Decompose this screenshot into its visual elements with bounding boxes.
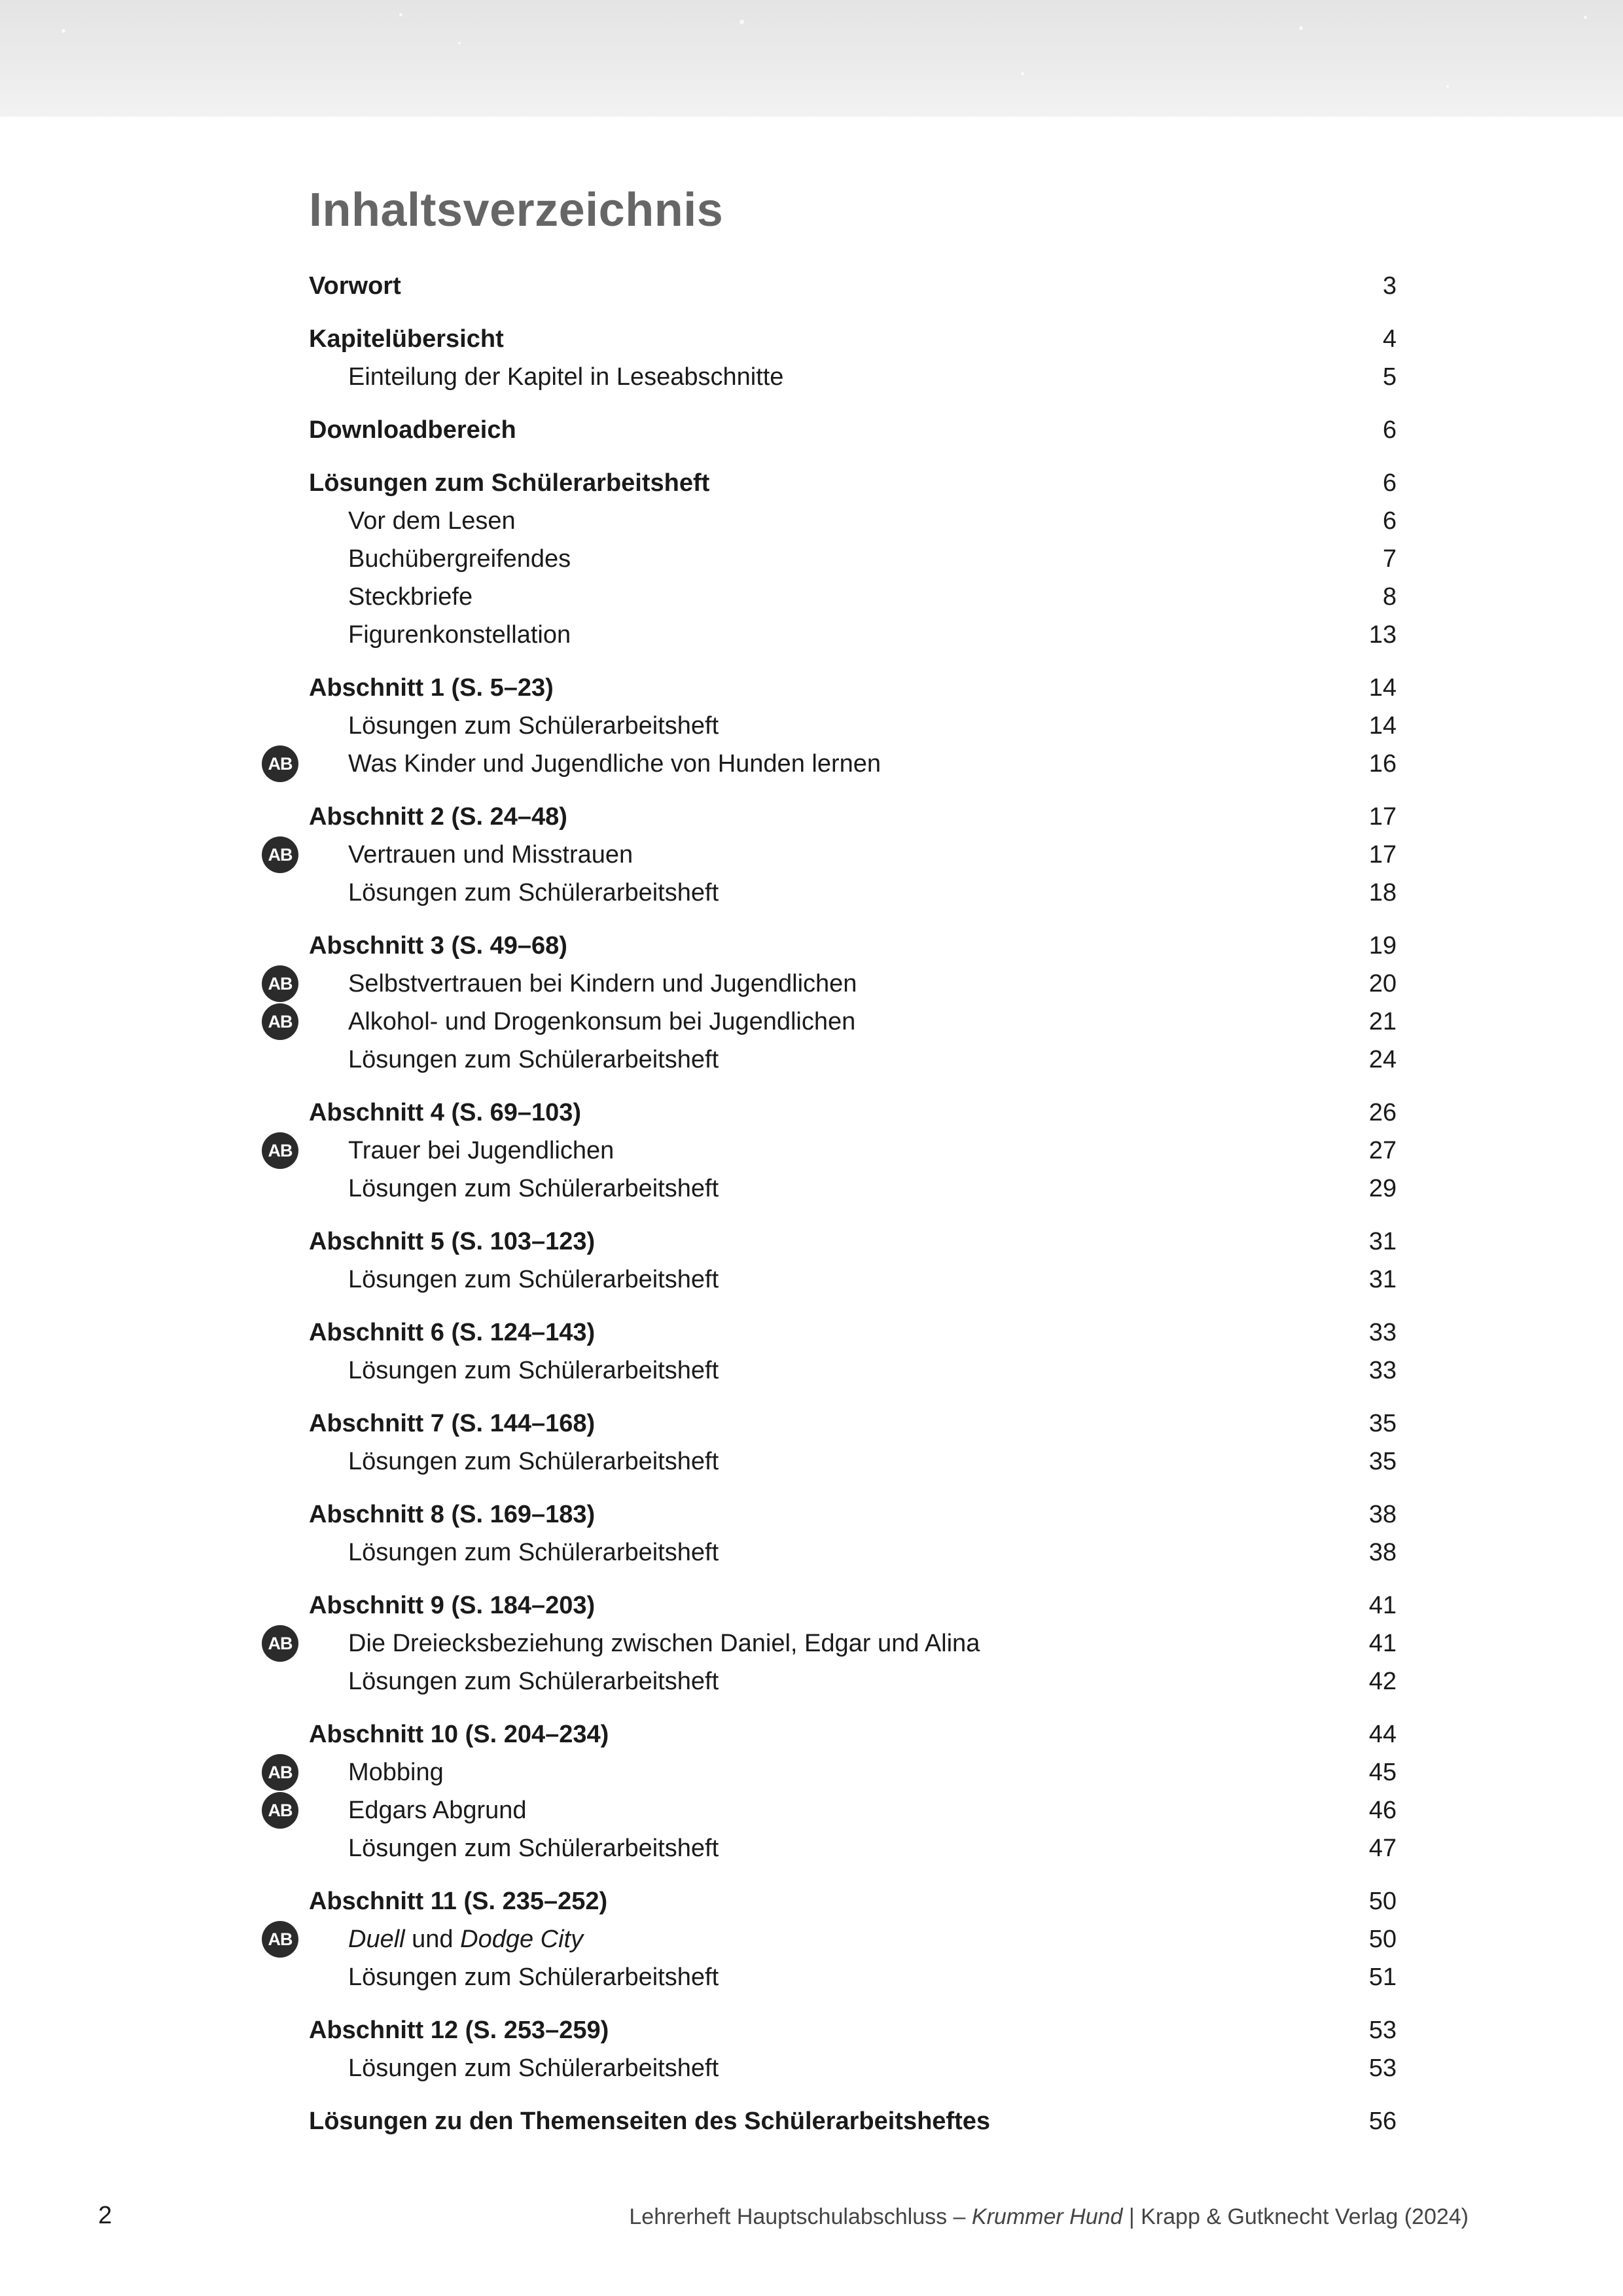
- toc-entry-label: [348, 1926, 592, 1954]
- worksheet-badge-icon: AB: [262, 836, 298, 873]
- dot-leader: [728, 707, 1327, 745]
- toc-entry-label: Lösungen zum Schülerarbeitsheft: [348, 711, 719, 740]
- speckle: [1299, 26, 1303, 30]
- dot-leader: [866, 965, 1327, 1003]
- toc-group: [309, 320, 1397, 396]
- toc-entry-label: Alkohol- und Drogenkonsum bei Jugendlichen: [348, 1007, 856, 1035]
- toc-page-number: 4: [1382, 325, 1397, 353]
- toc-page-number: 7: [1382, 545, 1397, 573]
- toc-subentry[interactable]: [309, 1170, 1397, 1208]
- dot-leader: [577, 798, 1327, 836]
- toc-entry-label: Die Dreiecksbeziehung zwischen Daniel, Edgar und Alina: [348, 1629, 980, 1657]
- toc-entry-label: Was Kinder und Jugendliche von Hunden lernen: [348, 749, 882, 778]
- toc-entry-label: Abschnitt 4 (S. 69–103): [309, 1098, 582, 1126]
- speckle: [458, 42, 461, 45]
- toc-group: [268, 1094, 1397, 1208]
- toc-group: [268, 927, 1397, 1079]
- toc-section-entry[interactable]: [309, 411, 1397, 449]
- toc-entry-label: Edgars Abgrund: [348, 1796, 527, 1824]
- toc-section-entry[interactable]: [309, 267, 1397, 305]
- toc-subentry[interactable]: [268, 965, 1397, 1003]
- toc-entry-label: Abschnitt 1 (S. 5–23): [309, 673, 554, 702]
- toc-subentry[interactable]: [309, 707, 1397, 745]
- toc-subentry[interactable]: [268, 1003, 1397, 1041]
- toc-entry-label: Lösungen zum Schülerarbeitsheft: [348, 878, 719, 906]
- toc-section-entry[interactable]: [309, 464, 1397, 502]
- toc-subentry[interactable]: [309, 874, 1397, 912]
- toc-page-number: 46: [1368, 1796, 1397, 1824]
- dot-leader: [865, 1003, 1327, 1041]
- dot-leader: [728, 1041, 1327, 1079]
- dot-leader: [580, 540, 1327, 578]
- dot-leader: [592, 1920, 1327, 1958]
- toc-page-number: 33: [1368, 1318, 1397, 1346]
- dot-leader: [604, 1587, 1327, 1624]
- dot-leader: [604, 1223, 1327, 1261]
- toc-group: [268, 1882, 1397, 1996]
- dot-leader: [728, 1261, 1327, 1299]
- toc-entry-label: Lösungen zum Schülerarbeitsheft: [309, 469, 710, 497]
- dot-leader: [513, 320, 1327, 358]
- dot-leader: [482, 578, 1327, 616]
- toc-entry-label: Lösungen zum Schülerarbeitsheft: [348, 1045, 719, 1073]
- toc-group: [309, 2102, 1397, 2140]
- toc-page-number: 16: [1368, 749, 1397, 778]
- footer-book-title: Krummer Hund: [971, 2204, 1123, 2229]
- toc-subentry[interactable]: [309, 616, 1397, 654]
- toc-page-number: 26: [1368, 1098, 1397, 1126]
- toc-subentry[interactable]: [268, 1920, 1397, 1958]
- toc-page-number: 41: [1368, 1591, 1397, 1619]
- toc-entry-label: Mobbing: [348, 1758, 444, 1786]
- toc-subentry[interactable]: [309, 1534, 1397, 1571]
- dot-leader: [577, 927, 1327, 965]
- toc-page-number: 38: [1368, 1500, 1397, 1528]
- dot-leader: [525, 502, 1327, 540]
- toc-entry-label: Selbstvertrauen bei Kindern und Jugendlichen: [348, 969, 857, 997]
- toc-page-number: 29: [1368, 1174, 1397, 1202]
- toc-section-entry[interactable]: [309, 927, 1397, 965]
- toc-page-number: 20: [1368, 969, 1397, 997]
- toc-entry-label: Vertrauen und Misstrauen: [348, 840, 633, 869]
- toc-entry-label: Trauer bei Jugendlichen: [348, 1136, 615, 1164]
- dot-leader: [728, 1352, 1327, 1390]
- toc-entry-label: Lösungen zum Schülerarbeitsheft: [348, 2054, 719, 2082]
- dot-leader: [536, 1791, 1327, 1829]
- toc-page-number: 21: [1368, 1007, 1397, 1035]
- toc-subentry[interactable]: [309, 1662, 1397, 1700]
- toc-group: [309, 1405, 1397, 1480]
- toc-entry-label: Vor dem Lesen: [348, 507, 516, 535]
- toc-group: [309, 1314, 1397, 1390]
- dot-leader: [728, 874, 1327, 912]
- toc-page-number: 35: [1368, 1447, 1397, 1475]
- dot-leader: [563, 669, 1327, 707]
- dot-leader: [890, 745, 1327, 783]
- toc-section-entry[interactable]: [309, 1882, 1397, 1920]
- toc-page-number: 31: [1368, 1265, 1397, 1293]
- toc-page-number: 47: [1368, 1834, 1397, 1862]
- toc-group: [309, 267, 1397, 305]
- toc-page-number: 33: [1368, 1356, 1397, 1384]
- toc-page-number: 6: [1382, 469, 1397, 497]
- dot-leader: [604, 1405, 1327, 1443]
- toc-group: [268, 1587, 1397, 1700]
- toc-subentry[interactable]: [268, 1791, 1397, 1829]
- toc-page-number: 13: [1368, 620, 1397, 649]
- toc-page-number: 42: [1368, 1667, 1397, 1695]
- dot-leader: [580, 616, 1327, 654]
- dot-leader: [453, 1753, 1327, 1791]
- toc-entry-label: Abschnitt 6 (S. 124–143): [309, 1318, 596, 1346]
- toc-group: [268, 1715, 1397, 1867]
- dot-leader: [728, 1958, 1327, 1996]
- toc-entry-label: Abschnitt 8 (S. 169–183): [309, 1500, 596, 1528]
- toc-section-entry[interactable]: [309, 669, 1397, 707]
- worksheet-badge-icon: AB: [262, 1921, 298, 1958]
- toc-entry-label: Einteilung der Kapitel in Leseabschnitte: [348, 363, 784, 391]
- worksheet-badge-icon: AB: [262, 1792, 298, 1829]
- dot-leader: [623, 1132, 1327, 1170]
- toc-entry-label: Figurenkonstellation: [348, 620, 571, 649]
- dot-leader: [728, 1829, 1327, 1867]
- toc-page-number: 31: [1368, 1227, 1397, 1255]
- worksheet-badge-icon: AB: [262, 1754, 298, 1791]
- toc-entry-label: Lösungen zu den Themenseiten des Schülerarbeitsheftes: [309, 2107, 991, 2135]
- toc-page-number: 14: [1368, 673, 1397, 702]
- page-number: 2: [98, 2202, 113, 2229]
- toc-entry-label: Abschnitt 5 (S. 103–123): [309, 1227, 596, 1255]
- toc-entry-label: Steckbriefe: [348, 583, 473, 611]
- dot-leader: [604, 1314, 1327, 1352]
- toc-section-entry[interactable]: [309, 1094, 1397, 1132]
- toc-entry-label: Lösungen zum Schülerarbeitsheft: [348, 1667, 719, 1695]
- toc-entry-label: Lösungen zum Schülerarbeitsheft: [348, 1963, 719, 1991]
- footer-text-before: Lehrerheft Hauptschulabschluss –: [629, 2204, 972, 2229]
- toc-entry-label: Kapitelübersicht: [309, 325, 504, 353]
- toc-subentry[interactable]: [268, 745, 1397, 783]
- toc-section-entry[interactable]: [309, 798, 1397, 836]
- toc-entry-label: Abschnitt 2 (S. 24–48): [309, 802, 567, 831]
- toc-entry-label: Abschnitt 9 (S. 184–203): [309, 1591, 596, 1619]
- toc-subentry[interactable]: [309, 358, 1397, 396]
- toc-entry-label: Buchübergreifendes: [348, 545, 571, 573]
- toc-group: [309, 1496, 1397, 1571]
- toc-page-number: 41: [1368, 1629, 1397, 1657]
- toc-page-number: 5: [1382, 363, 1397, 391]
- toc-entry-label: Abschnitt 3 (S. 49–68): [309, 931, 567, 960]
- toc-page-number: 53: [1368, 2016, 1397, 2044]
- toc-entry-label: Lösungen zum Schülerarbeitsheft: [348, 1447, 719, 1475]
- dot-leader: [618, 1715, 1327, 1753]
- toc-subentry[interactable]: [309, 1041, 1397, 1079]
- dot-leader: [999, 2102, 1327, 2140]
- toc-section-entry[interactable]: [309, 2102, 1397, 2140]
- toc-subentry[interactable]: [309, 2049, 1397, 2087]
- dot-leader: [728, 1534, 1327, 1571]
- speckle: [399, 13, 402, 16]
- worksheet-badge-icon: AB: [262, 1132, 298, 1169]
- worksheet-badge-icon: AB: [262, 965, 298, 1002]
- toc-subentry[interactable]: [309, 1958, 1397, 1996]
- toc-page-number: 24: [1368, 1045, 1397, 1073]
- dot-leader: [642, 836, 1327, 874]
- toc-subentry[interactable]: [309, 578, 1397, 616]
- toc-section-entry[interactable]: [309, 1223, 1397, 1261]
- toc-group: [309, 464, 1397, 654]
- toc-page-number: 3: [1382, 272, 1397, 300]
- toc-entry-label: Abschnitt 11 (S. 235–252): [309, 1887, 608, 1915]
- worksheet-badge-icon: AB: [262, 1003, 298, 1040]
- toc-page-number: 27: [1368, 1136, 1397, 1164]
- dot-leader: [728, 1170, 1327, 1208]
- dot-leader: [616, 1882, 1327, 1920]
- dot-leader: [989, 1624, 1327, 1662]
- dot-leader: [793, 358, 1327, 396]
- toc-entry-label-part: Duell: [348, 1925, 405, 1953]
- toc-page-number: 14: [1368, 711, 1397, 740]
- toc-entry-label: Vorwort: [309, 272, 401, 300]
- toc-group: [309, 2011, 1397, 2087]
- dot-leader: [728, 2049, 1327, 2087]
- toc-subentry[interactable]: [309, 540, 1397, 578]
- toc-page-number: 6: [1382, 507, 1397, 535]
- toc-page-number: 35: [1368, 1409, 1397, 1437]
- toc-subentry[interactable]: [309, 502, 1397, 540]
- toc-section-entry[interactable]: [309, 1314, 1397, 1352]
- dot-leader: [618, 2011, 1327, 2049]
- toc-section-entry[interactable]: [309, 1496, 1397, 1534]
- toc-group: [309, 1223, 1397, 1299]
- toc-subentry[interactable]: [309, 1443, 1397, 1480]
- dot-leader: [410, 267, 1327, 305]
- speckle: [1446, 85, 1449, 88]
- toc-subentry[interactable]: [268, 836, 1397, 874]
- toc-entry-label: Lösungen zum Schülerarbeitsheft: [348, 1265, 719, 1293]
- toc-page-number: 56: [1368, 2107, 1397, 2135]
- dot-leader: [719, 464, 1327, 502]
- toc-subentry[interactable]: [309, 1352, 1397, 1390]
- toc-section-entry[interactable]: [309, 1405, 1397, 1443]
- toc-entry-label: Lösungen zum Schülerarbeitsheft: [348, 1834, 719, 1862]
- toc-page-number: 44: [1368, 1720, 1397, 1748]
- toc-section-entry[interactable]: [309, 1587, 1397, 1624]
- table-of-contents: [268, 267, 1397, 2155]
- toc-group: [309, 411, 1397, 449]
- toc-entry-label: Lösungen zum Schülerarbeitsheft: [348, 1538, 719, 1566]
- toc-entry-label-part: und: [404, 1925, 461, 1953]
- header-band: [0, 0, 1623, 117]
- worksheet-badge-icon: AB: [262, 745, 298, 782]
- page-title: Inhaltsverzeichnis: [309, 184, 724, 236]
- speckle: [1584, 16, 1587, 19]
- toc-page-number: 6: [1382, 416, 1397, 444]
- toc-page-number: 50: [1368, 1925, 1397, 1953]
- toc-page-number: 18: [1368, 878, 1397, 906]
- footer-credit: [629, 2204, 1469, 2230]
- speckle: [740, 20, 744, 24]
- dot-leader: [728, 1662, 1327, 1700]
- toc-entry-label: Abschnitt 7 (S. 144–168): [309, 1409, 596, 1437]
- toc-page-number: 17: [1368, 840, 1397, 869]
- toc-entry-label-part: Dodge City: [460, 1925, 584, 1953]
- toc-group: [268, 798, 1397, 912]
- toc-page-number: 51: [1368, 1963, 1397, 1991]
- dot-leader: [590, 1094, 1327, 1132]
- toc-entry-label: Abschnitt 12 (S. 253–259): [309, 2016, 609, 2044]
- dot-leader: [526, 411, 1327, 449]
- toc-page-number: 17: [1368, 802, 1397, 831]
- toc-subentry[interactable]: [309, 1829, 1397, 1867]
- toc-page-number: 8: [1382, 583, 1397, 611]
- speckle: [62, 29, 65, 33]
- toc-subentry[interactable]: [268, 1132, 1397, 1170]
- toc-page-number: 19: [1368, 931, 1397, 960]
- toc-group: [268, 669, 1397, 783]
- dot-leader: [604, 1496, 1327, 1534]
- toc-page-number: 38: [1368, 1538, 1397, 1566]
- toc-section-entry[interactable]: [309, 2011, 1397, 2049]
- worksheet-badge-icon: AB: [262, 1625, 298, 1662]
- toc-page-number: 53: [1368, 2054, 1397, 2082]
- footer-text-after: | Krapp & Gutknecht Verlag (2024): [1122, 2204, 1469, 2229]
- toc-entry-label: Downloadbereich: [309, 416, 516, 444]
- toc-section-entry[interactable]: [309, 1715, 1397, 1753]
- dot-leader: [728, 1443, 1327, 1480]
- toc-page-number: 45: [1368, 1758, 1397, 1786]
- toc-subentry[interactable]: [309, 1261, 1397, 1299]
- toc-section-entry[interactable]: [309, 320, 1397, 358]
- toc-entry-label: Lösungen zum Schülerarbeitsheft: [348, 1174, 719, 1202]
- toc-subentry[interactable]: [268, 1753, 1397, 1791]
- toc-entry-label: Lösungen zum Schülerarbeitsheft: [348, 1356, 719, 1384]
- toc-page-number: 50: [1368, 1887, 1397, 1915]
- toc-entry-label: Abschnitt 10 (S. 204–234): [309, 1720, 609, 1748]
- speckle: [1021, 72, 1024, 75]
- toc-subentry[interactable]: [268, 1624, 1397, 1662]
